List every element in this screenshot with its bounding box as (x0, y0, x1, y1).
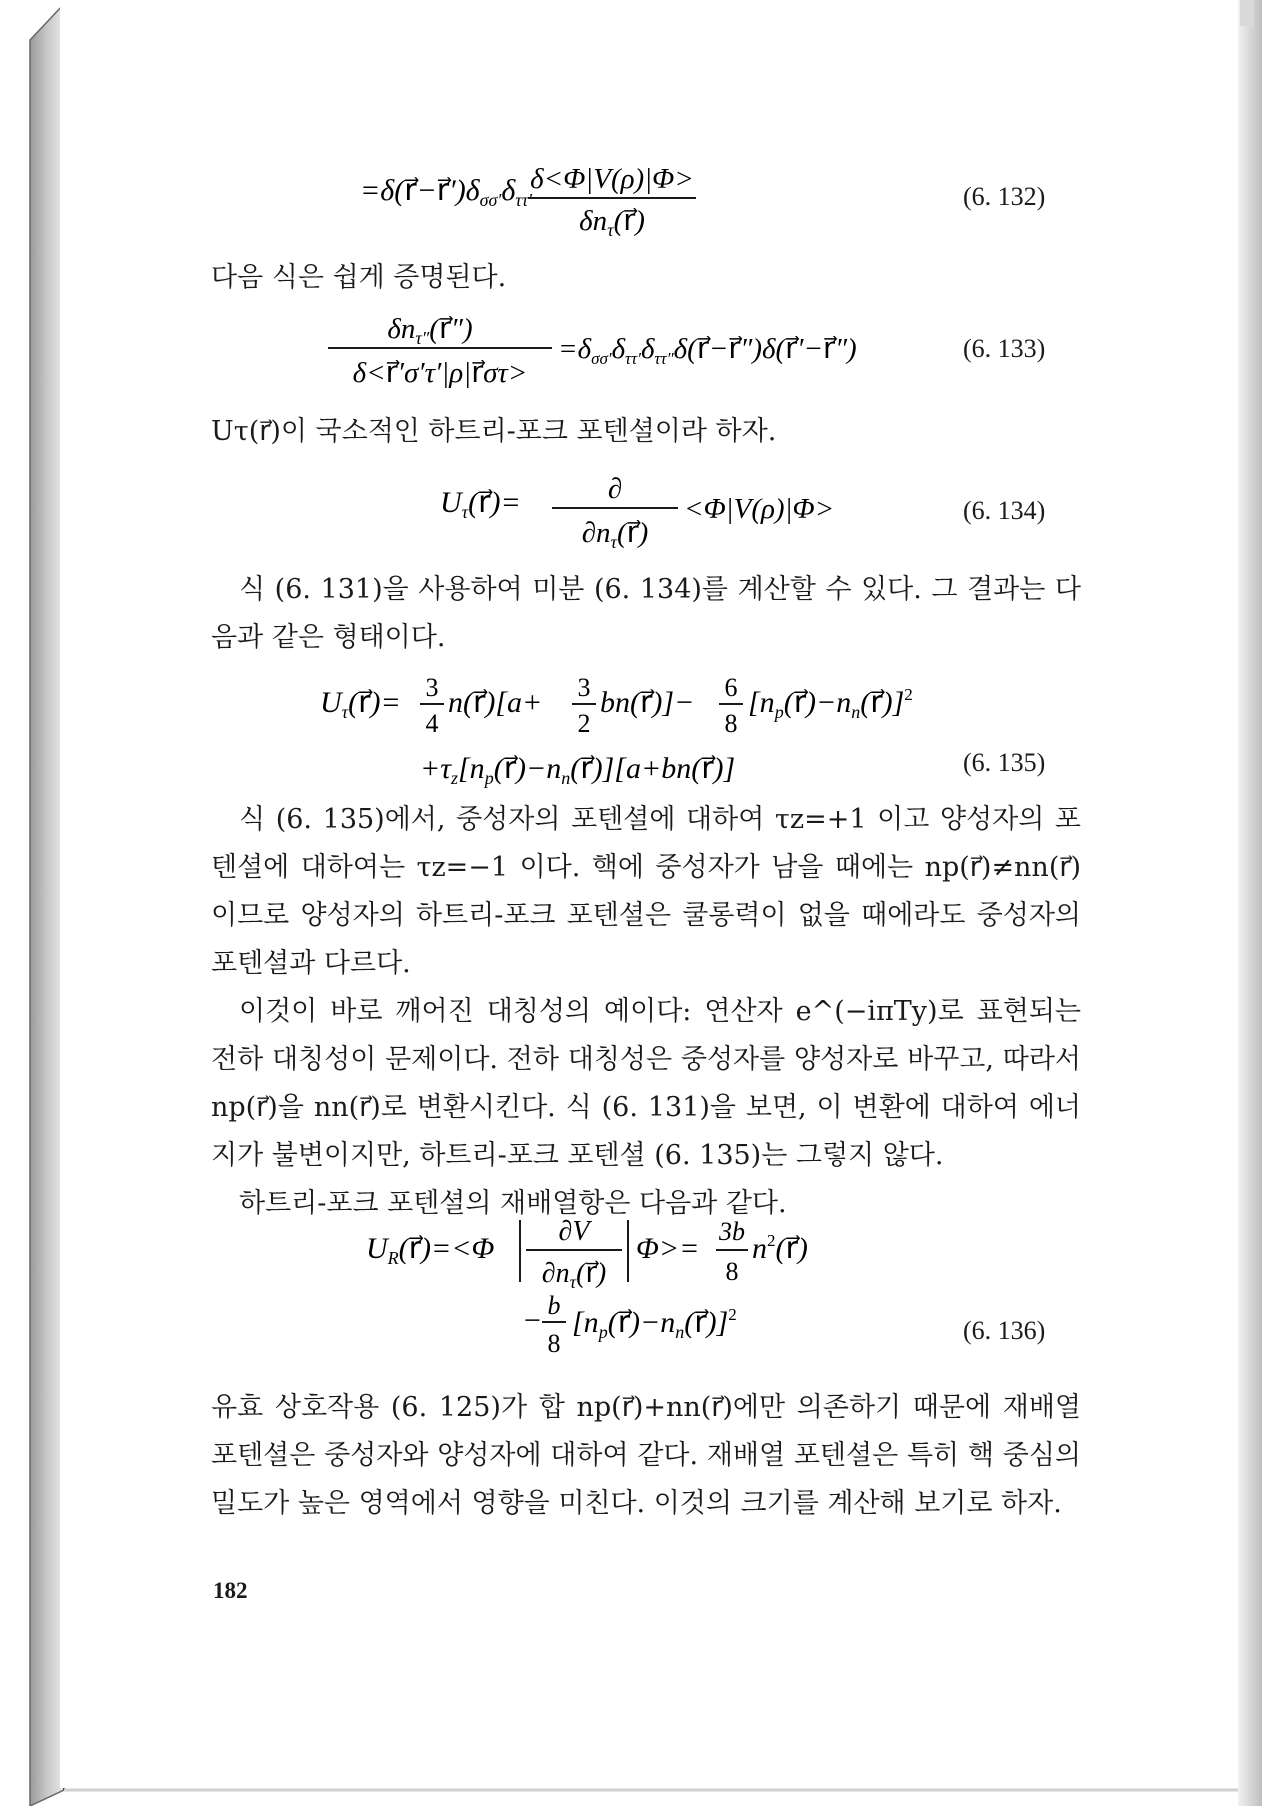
svg-text:[np(r⃗)−nn(r⃗)]2: $[n_p(r⃗)-n_n(r⃗)]^2$ (572, 1305, 737, 1342)
equation-number: (6. 135) (963, 748, 1046, 777)
paragraph-2: Uτ(r⃗)이 국소적인 하트리-포크 포텐셜이라 하자. (211, 416, 777, 447)
paragraph-6: 하트리-포크 포텐셜의 재배열항은 다음과 같다. (239, 1188, 787, 1219)
paragraph-1: 다음 식은 쉽게 증명된다. (211, 262, 507, 293)
svg-text:δnτ″(r⃗″): $\delta n_{\tau''}(r⃗'')$ (387, 313, 473, 348)
svg-text:∂nτ(r⃗): $\partial n_\tau(r⃗)$ (581, 517, 649, 552)
equation-number: (6. 133) (963, 334, 1046, 363)
equation-6-133 (318, 308, 938, 392)
svg-text:−: − (522, 1304, 543, 1337)
svg-text:Φ>=: Φ>= (636, 1232, 700, 1265)
paragraph-4: 식 (6. 135)에서, 중성자의 포텐셜에 대하여 τz=+1 이고 양성자의 포텐셜에 대하여는 τz=−1 이다. 핵에 중성자가 남을 때에는 np(r⃗)≠nn(r⃗) 이므로 양성자의 하트리-포크 포텐셜은 쿨롱력이 없을 때에라도 중성자의 포텐셜과 다르다. (211, 804, 1081, 979)
equation-number: (6. 134) (963, 496, 1046, 525)
svg-text:δnτ(r⃗): $\delta n_\tau(r⃗)$ (579, 205, 645, 240)
svg-text:n2(r⃗): $n^2(r⃗)$ (752, 1231, 808, 1265)
svg-text:n(r⃗)[a+: n(r⃗)[a+ (448, 686, 543, 719)
svg-text:∂nτ(r⃗): $\partial n_\tau(r⃗)$ (541, 1258, 607, 1292)
svg-text:δ<r⃗′σ′τ′|ρ|r⃗στ>: δ<r⃗′σ′τ′|ρ|r⃗στ> (352, 357, 528, 389)
equation-6-136 (366, 1210, 926, 1370)
equation-text (0, 0, 1, 1)
svg-text:=δ(r⃗−r⃗′)δσσ′δττ′: $=\delta(r⃗-r⃗')\delta_{\sigma\sigma'}\delta_{\tau\tau'}$ (360, 174, 533, 210)
svg-text:b: b (547, 1291, 561, 1320)
svg-text:3: 3 (577, 673, 591, 702)
svg-text:UR(r⃗)=<Φ: $U_R(r⃗)=<\Phi$ (366, 1232, 495, 1268)
svg-text:3b: 3b (719, 1217, 745, 1246)
svg-text:8: 8 (547, 1329, 561, 1358)
svg-text:+τz[np(r⃗)−nn(r⃗)][a+bn(r⃗)]: $+\tau_z[n_p(r⃗)-n_n(r⃗)][a+bn(r⃗)]$ (420, 752, 736, 788)
svg-text:6: 6 (724, 673, 738, 702)
svg-text:Uτ(r⃗)=: $U_\tau(r⃗)=$ (320, 686, 401, 722)
page-number: 182 (213, 1578, 248, 1603)
paragraph-5: 이것이 바로 깨어진 대칭성의 예이다: 연산자 e^(−iπTy)로 표현되는 전하 대칭성이 문제이다. 전하 대칭성은 중성자를 양성자로 바꾸고, 따라서 np(r⃗)을 nn(r⃗)로 변환시킨다. 식 (6. 131)을 보면, 이 변환에 대하여 에너지가 불변이지만, 하트리-포크 포텐셜 (6. 135)는 그렇지 않다. (211, 996, 1081, 1171)
svg-text:4: 4 (425, 709, 439, 738)
svg-text:8: 8 (724, 709, 738, 738)
svg-text:[np(r⃗)−nn(r⃗)]2: $[n_p(r⃗)-n_n(r⃗)]^2$ (748, 685, 913, 722)
paragraph-7: 유효 상호작용 (6. 125)가 합 np(r⃗)+nn(r⃗)에만 의존하기 때문에 재배열 포텐셜은 중성자와 양성자에 대하여 같다. 재배열 포텐셜은 특히 핵 중심의 밀도가 높은 영역에서 영향을 미친다. 이것의 크기를 계산해 보기로 하자. (211, 1392, 1081, 1519)
svg-text:3: 3 (425, 673, 439, 702)
svg-text:∂V: ∂V (558, 1216, 590, 1247)
svg-text:<Φ|V(ρ)|Φ>: <Φ|V(ρ)|Φ> (684, 493, 835, 525)
svg-text:bn(r⃗)]−: bn(r⃗)]− (600, 686, 695, 719)
svg-text:8: 8 (725, 1257, 739, 1286)
svg-text:∂: ∂ (607, 473, 623, 505)
equation-number: (6. 136) (963, 1316, 1046, 1345)
svg-text:2: 2 (577, 709, 591, 738)
equation-6-132 (360, 160, 800, 240)
svg-text:Uτ(r⃗)=: $U_\tau(r⃗)=$ (440, 486, 521, 522)
paragraph-3: 식 (6. 131)을 사용하여 미분 (6. 134)를 계산할 수 있다. 그 결과는 다음과 같은 형태이다. (211, 574, 1081, 653)
svg-text:δ<Φ|V(ρ)|Φ>: δ<Φ|V(ρ)|Φ> (530, 163, 694, 195)
equation-number: (6. 132) (963, 182, 1046, 211)
equation-6-134 (440, 470, 840, 554)
svg-text:=δσσ′δττ′δττ″δ(r⃗−r⃗″)δ(r⃗′−r⃗: $=\delta_{\sigma\sigma'}\delta_{\tau\tau'}\delta_{\tau\tau''}\delta(r⃗-r⃗'')\delta(r⃗'-r⃗'')$ (558, 333, 857, 368)
equation-6-135 (320, 666, 960, 796)
